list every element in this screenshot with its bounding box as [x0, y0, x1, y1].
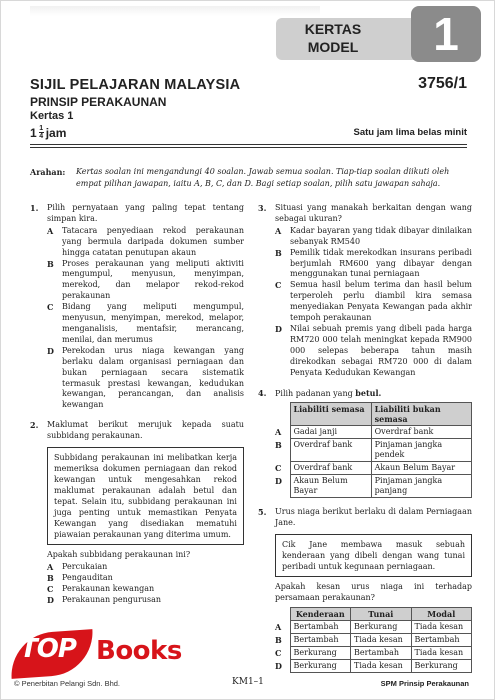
option-list: [47, 562, 244, 606]
option-text: Perekodan urus niaga kewangan yang berlaku dalam organisasi perniagaan dan bukan perniagaan secara sistematik termasuk prestasi kewangan, kedudukan kewangan, perancangan, dan analisis kewangan: [62, 345, 244, 410]
header-divider-top: [30, 144, 467, 145]
instructions-label: Arahan:: [30, 167, 66, 177]
option-list: [47, 226, 244, 411]
option-a[interactable]: [275, 226, 472, 248]
question-stem: Situasi yang manakah berkaitan dengan wang sebagai ukuran?: [275, 203, 472, 223]
option-letter: C: [275, 462, 282, 473]
question-number: 3.: [258, 203, 267, 213]
option-c[interactable]: [275, 280, 472, 324]
option-text: Nilai sebuah premis yang dibeli pada harga RM720 000 telah meningkat kepada RM900 000 selepas beberapa tahun masih direkodkan sebagai RM720 000 di dalam Penyata Kedudukan Kewangan: [290, 323, 472, 377]
option-letter: B: [275, 247, 282, 258]
publisher-logo: [10, 632, 210, 692]
option-letter: C: [275, 280, 282, 291]
option-text: Percukaian: [62, 561, 108, 571]
question-number: 5.: [258, 507, 267, 518]
question-stem: [275, 388, 472, 400]
table-cell: Berkurang: [411, 660, 472, 673]
option-letter: A: [275, 621, 282, 632]
time-denominator: 4: [39, 133, 44, 140]
option-text: Tatacara penyediaan rekod perakaunan yang bermula daripada dokumen sumber hingga catatan penutupan akaun: [62, 225, 244, 257]
option-c[interactable]: [47, 302, 244, 346]
table-row-d[interactable]: [275, 660, 472, 673]
option-letter: D: [47, 345, 54, 356]
table-cell: Overdraf bank: [290, 439, 371, 462]
option-text: Perakaunan pengurusan: [62, 594, 162, 604]
question-3: [258, 203, 472, 379]
option-letter: B: [47, 572, 54, 583]
right-column: [258, 203, 472, 682]
header-spacer: [275, 403, 290, 426]
option-text: Bidang yang meliputi mengumpul, menyusun, menyimpan, merekod, melapor, menganalisis, mentafsir, merancang, menilai, dan merumus: [62, 302, 244, 344]
table-row-c[interactable]: [275, 647, 472, 660]
stem-emphasis: betul.: [355, 387, 382, 398]
option-letter: C: [275, 647, 282, 658]
option-letter: A: [47, 225, 54, 236]
instructions: [30, 166, 470, 190]
page-number: KM1–1: [232, 677, 264, 687]
table-cell: Berkurang: [351, 621, 411, 634]
table-cell: Bertambah: [290, 634, 351, 647]
table-row-a[interactable]: [275, 621, 472, 634]
question-stem: Pilih pernyataan yang paling tepat tentang simpan kira.: [47, 203, 244, 223]
option-text: Kadar bayaran yang tidak dibayar dinilaikan sebanyak RM540: [290, 225, 472, 246]
option-b[interactable]: [275, 248, 472, 281]
time-allowed: [30, 125, 66, 140]
option-letter: C: [47, 583, 54, 594]
info-box: Subbidang perakaunan ini melibatkan kerja memeriksa dokumen perniagaan dan rekod kewangan untuk mengesahkan rekod maklumat perakaunan adalah betul dan tepat. Selain itu, subbidang perakaunan ini juga penting untuk memastikan Penyata Kewangan yang disediakan mematuhi piawaian perakaunan yang diterima umum.: [47, 447, 244, 545]
question-stem: Maklumat berikut merujuk kepada suatu subbidang perakaunan.: [47, 420, 244, 441]
logo-top-text: TOP: [20, 634, 76, 664]
column-header: Kenderaan: [290, 608, 351, 621]
option-letter: B: [47, 258, 54, 269]
option-text: Pengauditan: [62, 572, 113, 582]
question-2: [30, 420, 244, 605]
question-1: [30, 203, 244, 411]
table-cell: Gadai janji: [290, 426, 371, 439]
table-cell: Overdraf bank: [371, 426, 471, 439]
option-b[interactable]: [47, 573, 244, 584]
question-number: 1.: [30, 203, 39, 213]
table-cell: Bertambah: [290, 621, 351, 634]
column-header: Liabiliti semasa: [290, 403, 371, 426]
option-letter: C: [47, 302, 54, 313]
option-b[interactable]: [47, 259, 244, 303]
header-spacer: [275, 608, 290, 621]
time-whole: 1: [30, 125, 37, 140]
instructions-text: Kertas soalan ini mengandungi 40 soalan. Jawab semua soalan. Tiap-tiap soalan diikuti oleh empat pilihan jawapan, iaitu A, B, C, dan D. Bagi setiap soalan, pilih satu jawapan sahaja.: [76, 167, 450, 188]
table-row-c[interactable]: [275, 462, 472, 475]
table-cell: Berkurang: [290, 647, 351, 660]
option-text: Proses perakaunan yang meliputi aktiviti mengumpul, menyusun, menyimpan, merekod, dan melapor rekod-rekod perakaunan: [62, 258, 244, 301]
badge-line-1: KERTAS: [304, 21, 362, 37]
option-text: Perakaunan kewangan: [62, 583, 155, 593]
subject-title: PRINSIP PERAKAUNAN: [30, 95, 167, 109]
footer-subject: SPM Prinsip Perakaunan: [380, 679, 469, 688]
time-unit: jam: [45, 125, 67, 140]
duration-text: Satu jam lima belas minit: [353, 127, 467, 138]
option-a[interactable]: [47, 226, 244, 259]
header-divider-bottom: [30, 147, 467, 148]
option-d[interactable]: [47, 346, 244, 411]
question-4: [258, 388, 472, 499]
column-header: Liabiliti bukan semasa: [371, 403, 471, 426]
table-row-b[interactable]: [275, 634, 472, 647]
stem-text: Pilih padanan yang: [275, 388, 356, 398]
column-header: Modal: [411, 608, 472, 621]
publisher-copyright: © Penerbitan Pelangi Sdn. Bhd.: [14, 679, 121, 688]
question-stem: Urus niaga berikut berlaku di dalam Perniagaan Jane.: [275, 507, 472, 528]
paper-label: Kertas 1: [30, 110, 74, 122]
question-5: [258, 507, 472, 673]
table-cell: Pinjaman jangka pendek: [371, 439, 471, 462]
option-letter: A: [275, 426, 282, 437]
table-cell: Tiada kesan: [411, 647, 472, 660]
table-row-d[interactable]: [275, 475, 472, 498]
table-row-b[interactable]: [275, 439, 472, 462]
option-list: [275, 226, 472, 379]
option-text: Pemilik tidak merekodkan insurans peribadi berjumlah RM600 yang dibayar dengan menggunakan tunai perniagaan: [290, 247, 472, 279]
option-text: Semua hasil belum terima dan hasil belum terperoleh perlu diambil kira semasa menyediakan Penyata Kewangan pada akhir tempoh perakaunan: [290, 280, 472, 323]
option-d[interactable]: [275, 324, 472, 379]
option-c[interactable]: [47, 584, 244, 595]
question-number: 4.: [258, 387, 267, 398]
column-header: Tunai: [351, 608, 411, 621]
table-cell: Tiada kesan: [351, 660, 411, 673]
table-cell: Akaun Belum Bayar: [371, 462, 471, 475]
table-cell: Tiada kesan: [411, 621, 472, 634]
option-letter: A: [275, 225, 282, 236]
answer-table: [275, 607, 472, 673]
question-number: 2.: [30, 420, 39, 431]
paper-badge: [276, 6, 481, 64]
badge-line-2: MODEL: [307, 39, 359, 55]
time-numerator: 1: [39, 125, 44, 132]
option-letter: B: [275, 439, 282, 450]
table-cell: Akaun Belum Bayar: [290, 475, 371, 498]
paper-code: 3756/1: [418, 75, 467, 92]
info-box: Cik Jane membawa masuk sebuah kenderaan yang dibeli dengan wang tunai peribadi untuk kegunaan perniagaan.: [275, 534, 472, 577]
question-prompt: Apakah kesan urus niaga ini terhadap persamaan perakaunan?: [275, 582, 472, 603]
table-cell: Overdraf bank: [290, 462, 371, 475]
table-header-row: [275, 608, 472, 621]
option-letter: D: [275, 323, 282, 334]
table-cell: Bertambah: [411, 634, 472, 647]
question-prompt: Apakah subbidang perakaunan ini?: [47, 550, 191, 560]
option-letter: D: [275, 660, 282, 671]
option-letter: B: [275, 634, 282, 645]
table-cell: Tiada kesan: [351, 634, 411, 647]
left-column: [30, 203, 244, 615]
table-cell: Pinjaman jangka panjang: [371, 475, 471, 498]
answer-table: [275, 402, 472, 498]
badge-number: 1: [411, 6, 481, 62]
badge-label: [292, 20, 374, 56]
table-header-row: [275, 403, 472, 426]
option-d[interactable]: [47, 595, 244, 606]
option-letter: D: [275, 475, 282, 486]
exam-title: SIJIL PELAJARAN MALAYSIA: [30, 77, 241, 93]
table-cell: Berkurang: [290, 660, 351, 673]
option-letter: D: [47, 594, 54, 605]
option-letter: A: [47, 561, 54, 572]
time-fraction: [39, 125, 44, 140]
table-row-a[interactable]: [275, 426, 472, 439]
table-cell: Bertambah: [351, 647, 411, 660]
option-a[interactable]: [47, 562, 244, 573]
logo-books-text: Books: [96, 636, 182, 666]
